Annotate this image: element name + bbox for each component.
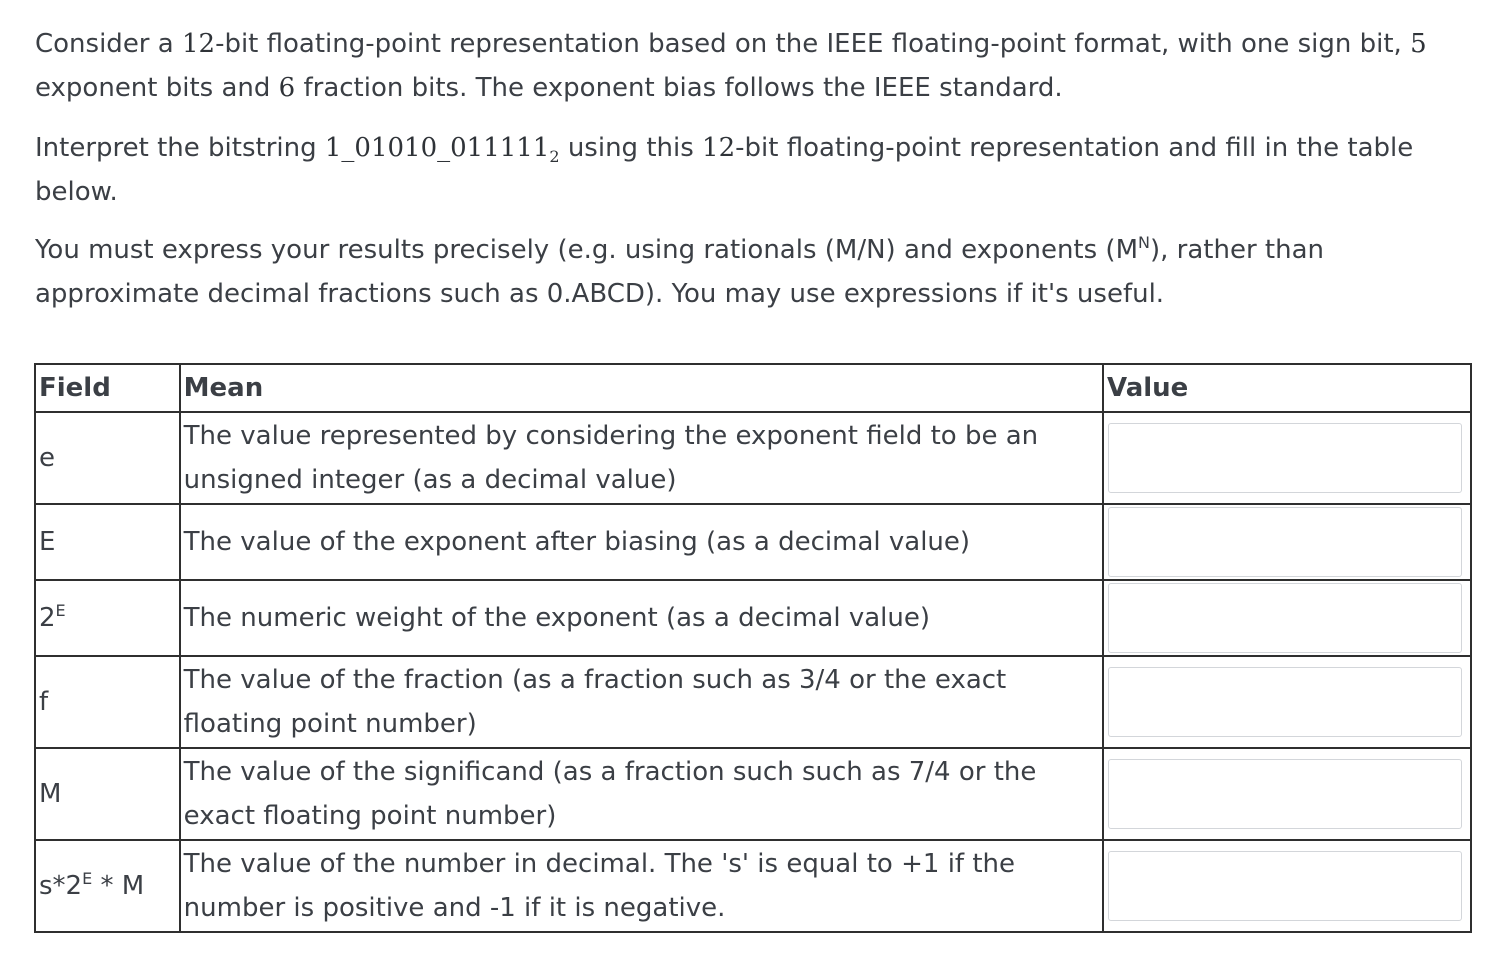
field-cell: e: [35, 412, 180, 504]
value-cell: [1103, 656, 1471, 748]
question-paragraph-3: [35, 228, 1455, 316]
text-span: You must express your results precisely (e.g. using rationals (M/N) and exponents (M: [35, 235, 1139, 265]
mean-cell: The value of the number in decimal. The 's' is equal to +1 if the number is positive and -1 if it is negative.: [180, 840, 1103, 932]
question-paragraph-2: [35, 126, 1471, 214]
mean-cell: The value of the significand (as a fraction such such as 7/4 or the exact floating point number): [180, 748, 1103, 840]
value-cell: [1103, 840, 1471, 932]
field-cell: [35, 840, 180, 932]
answer-input-M[interactable]: [1108, 759, 1462, 829]
field-superscript: E: [55, 601, 66, 620]
math-fraction-bits: 6: [278, 73, 296, 103]
mean-cell: The numeric weight of the exponent (as a decimal value): [180, 580, 1103, 656]
superscript: N: [1138, 233, 1150, 252]
question-paragraph-1: [35, 22, 1455, 110]
field-part: * M: [92, 871, 145, 901]
header-field: Field: [35, 364, 180, 412]
table-header-row: [35, 364, 1471, 412]
mean-cell: The value of the fraction (as a fraction such as 3/4 or the exact floating point number): [180, 656, 1103, 748]
table-row: [35, 504, 1471, 580]
value-cell: [1103, 504, 1471, 580]
text-span: Consider a: [35, 29, 182, 59]
answer-input-f[interactable]: [1108, 667, 1462, 737]
text-span: Interpret the bitstring: [35, 133, 325, 163]
math-base-subscript: 2: [549, 147, 560, 166]
table-row: [35, 748, 1471, 840]
table-row: [35, 412, 1471, 504]
text-span: -bit floating-point representation based on the IEEE floating-point format, with one sign bit,: [215, 29, 1411, 59]
value-cell: [1103, 580, 1471, 656]
field-base: 2: [39, 603, 56, 633]
answer-table: [34, 363, 1472, 933]
header-mean: Mean: [180, 364, 1103, 412]
answer-input-2E[interactable]: [1108, 583, 1462, 653]
mean-cell: The value represented by considering the exponent field to be an unsigned integer (as a decimal value): [180, 412, 1103, 504]
field-superscript: E: [82, 869, 93, 888]
value-cell: [1103, 748, 1471, 840]
text-span: fraction bits. The exponent bias follows the IEEE standard.: [295, 73, 1063, 103]
field-cell: [35, 580, 180, 656]
math-bits: 12: [181, 29, 216, 59]
value-cell: [1103, 412, 1471, 504]
answer-input-E[interactable]: [1108, 507, 1462, 577]
math-exponent-bits: 5: [1410, 29, 1427, 59]
table-row: [35, 840, 1471, 932]
answer-input-value[interactable]: [1108, 851, 1462, 921]
field-part: s*2: [39, 871, 83, 901]
text-span: -bit floating-point representation and fill in the table below.: [35, 133, 1414, 207]
mean-cell: The value of the exponent after biasing (as a decimal value): [180, 504, 1103, 580]
math-bitstring: 1_01010_011111: [324, 133, 550, 163]
answer-input-e[interactable]: [1108, 423, 1462, 493]
text-span: using this: [559, 133, 703, 163]
table-row: [35, 656, 1471, 748]
table-row: [35, 580, 1471, 656]
field-cell: f: [35, 656, 180, 748]
field-cell: E: [35, 504, 180, 580]
text-span: ), rather than approximate decimal fractions such as 0.ABCD). You may use expressions if it's useful.: [35, 235, 1324, 309]
header-value: Value: [1103, 364, 1471, 412]
field-cell: M: [35, 748, 180, 840]
math-bits: 12: [702, 133, 736, 163]
text-span: exponent bits and: [35, 73, 279, 103]
